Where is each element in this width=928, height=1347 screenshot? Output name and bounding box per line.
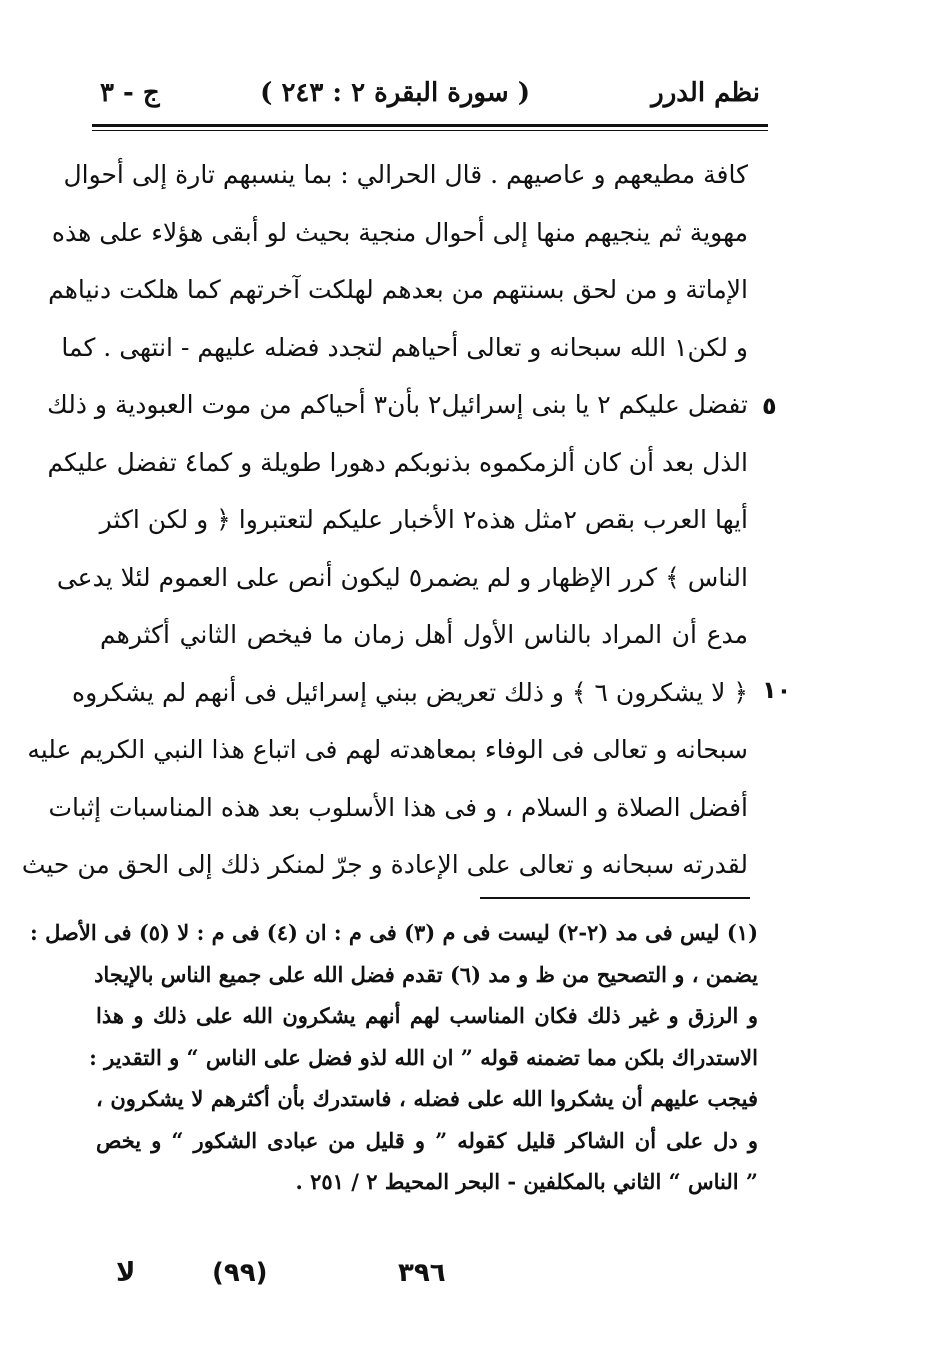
body-line: أفضل الصلاة و السلام ، و فى هذا الأسلوب بعد هذه المناسبات إثبات (48, 792, 748, 822)
footnote-line: و الرزق و غير ذلك فكان المناسب لهم أنهم يشكرون الله على ذلك و هذا (96, 1003, 758, 1028)
book-title: نظم الدرر (651, 78, 760, 108)
page-number: ٣٩٦ (398, 1258, 446, 1288)
surah-reference: ( سورة البقرة ٢ : ٢٤٣ ) (260, 78, 530, 108)
body-line: ﴿ لا يشكرون ٦ ﴾ و ذلك تعريض ببني إسرائيل فى أنهم لم يشكروه (72, 677, 748, 707)
footnote-line: فيجب عليهم أن يشكروا الله على فضله ، فاستدرك بأن أكثرهم لا يشكرون ، (96, 1086, 758, 1111)
volume-number: ج - ٣ (100, 78, 160, 108)
body-line: أيها العرب بقص ٢مثل هذه٢ الأخبار عليكم لتعتبروا ﴿ و لكن اكثر (99, 505, 748, 534)
body-text (21, 146, 748, 894)
body-line: الذل بعد أن كان ألزمكموه بذنوبكم دهورا طويلة و كما٤ تفضل عليكم (47, 447, 748, 477)
footnote-line: يضمن ، و التصحيح من ظ و مد (٦) تقدم فضل الله على جميع الناس بالإيجاد (94, 961, 758, 987)
line-number-5: ٥ (762, 392, 777, 420)
footnote-line: (١) ليس فى مد (٢-٢) ليست فى م (٣) فى م : ان (٤) فى م : لا (٥) فى الأصل : (30, 920, 758, 945)
body-line: مهوية ثم ينجيهم منها إلى أحوال منجية بحيث لو أبقى هؤلاء على هذه (51, 217, 748, 247)
header-rule-thin (92, 130, 768, 131)
running-header (100, 78, 760, 118)
body-line: الإماتة و من لحق بسنتهم من بعدهم لهلكت آخرتهم كما هلكت دنياهم (48, 275, 748, 304)
body-line: تفضل عليكم ٢ يا بنى إسرائيل٢ بأن٣ أحياكم من موت العبودية و ذلك (47, 390, 748, 419)
body-line: مدع أن المراد بالناس الأول أهل زمان ما فيخص الثاني أكثرهم (100, 620, 748, 649)
footnote-line: الاستدراك بلكن مما تضمنه قوله ” ان الله لذو فضل على الناس “ و التقدير : (89, 1044, 758, 1070)
line-number-10: ١٠ (762, 676, 792, 704)
header-rule-thick (92, 124, 768, 127)
body-line: الناس ﴾ كرر الإظهار و لم يضمر٥ ليكون أنص على العموم لئلا يدعى (56, 562, 748, 592)
footnote-separator (480, 897, 750, 899)
signature-code: لا (116, 1258, 136, 1288)
page-footer (100, 1258, 700, 1298)
footnote-line: و دل على أن الشاكر قليل كقوله ” و قليل من عبادى الشكور “ و يخص (96, 1127, 758, 1153)
footnotes (30, 912, 758, 1203)
footnote-line: ” الناس “ الثاني بالمكلفين - البحر المحيط ٢ / ٢٥١ . (295, 1169, 758, 1194)
body-line: كافة مطيعهم و عاصيهم . قال الحرالي : بما ينسبهم تارة إلى أحوال (63, 160, 748, 189)
bracket-number: (٩٩) (212, 1258, 268, 1288)
body-line: سبحانه و تعالى فى الوفاء بمعاهدته لهم فى اتباع هذا النبي الكريم عليه (27, 735, 748, 764)
body-line: لقدرته سبحانه و تعالى على الإعادة و جرّ لمنكر ذلك إلى الحق من حيث (21, 850, 748, 879)
body-line: و لكن١ الله سبحانه و تعالى أحياهم لتجدد فضله عليهم - انتهى . كما (61, 332, 748, 362)
